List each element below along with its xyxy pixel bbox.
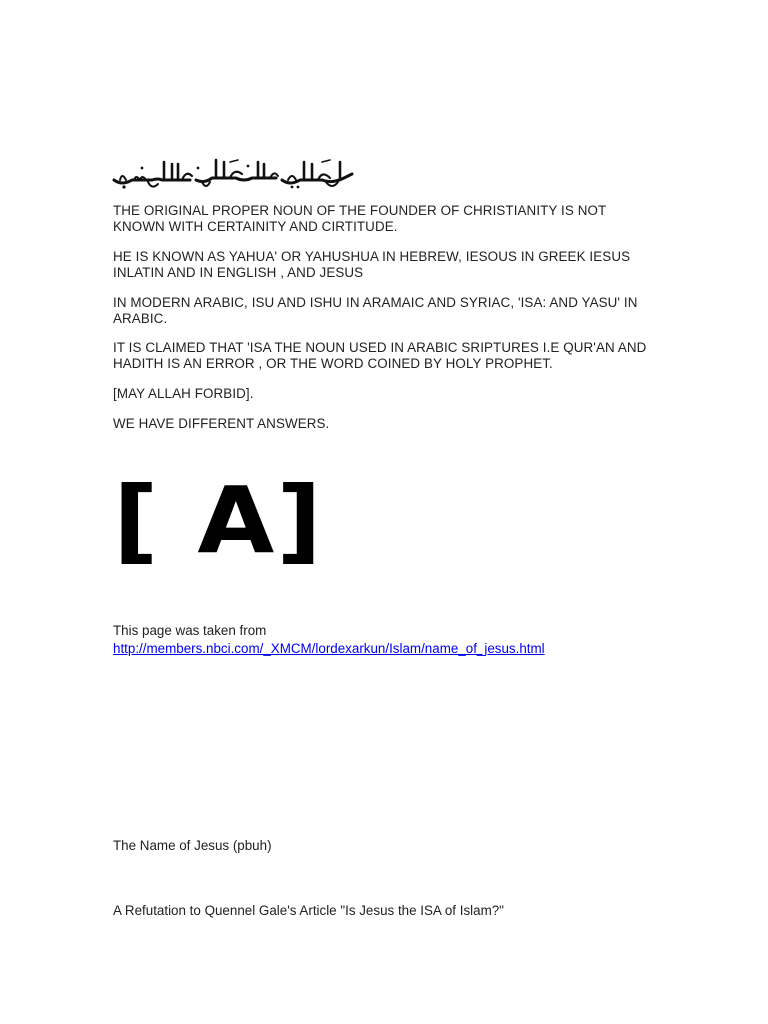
section-marker-a: [ A] <box>113 467 324 574</box>
article-subtitle: A Refutation to Quennel Gale's Article "Is Jesus the ISA of Islam?" <box>113 903 504 918</box>
paragraph-different-answers: WE HAVE DIFFERENT ANSWERS. <box>113 416 330 431</box>
paragraph-modern-arabic: IN MODERN ARABIC, ISU AND ISHU IN ARAMAIC AND SYRIAC, 'ISA: AND YASU' IN ARABIC. <box>113 295 638 326</box>
bismillah-calligraphy-icon <box>112 156 354 190</box>
source-link[interactable]: http://members.nbci.com/_XMCM/lordexarkun/Islam/name_of_jesus.html <box>113 641 545 656</box>
article-title: The Name of Jesus (pbuh) <box>113 838 272 853</box>
paragraph-known-as: HE IS KNOWN AS YAHUA' OR YAHUSHUA IN HEBREW, IESOUS IN GREEK IESUS INLATIN AND IN ENGLISH , AND JESUS <box>113 249 631 280</box>
paragraph-claimed: IT IS CLAIMED THAT 'ISA THE NOUN USED IN ARABIC SRIPTURES I.E QUR'AN AND HADITH IS AN ERROR , OR THE WORD COINED BY HOLY PROPHET. <box>113 340 647 371</box>
paragraph-original-noun: THE ORIGINAL PROPER NOUN OF THE FOUNDER OF CHRISTIANITY IS NOT KNOWN WITH CERTAINITY AND CIRTITUDE. <box>113 203 607 234</box>
source-intro-text: This page was taken from <box>113 623 267 638</box>
paragraph-may-allah-forbid: [MAY ALLAH FORBID]. <box>113 386 254 401</box>
